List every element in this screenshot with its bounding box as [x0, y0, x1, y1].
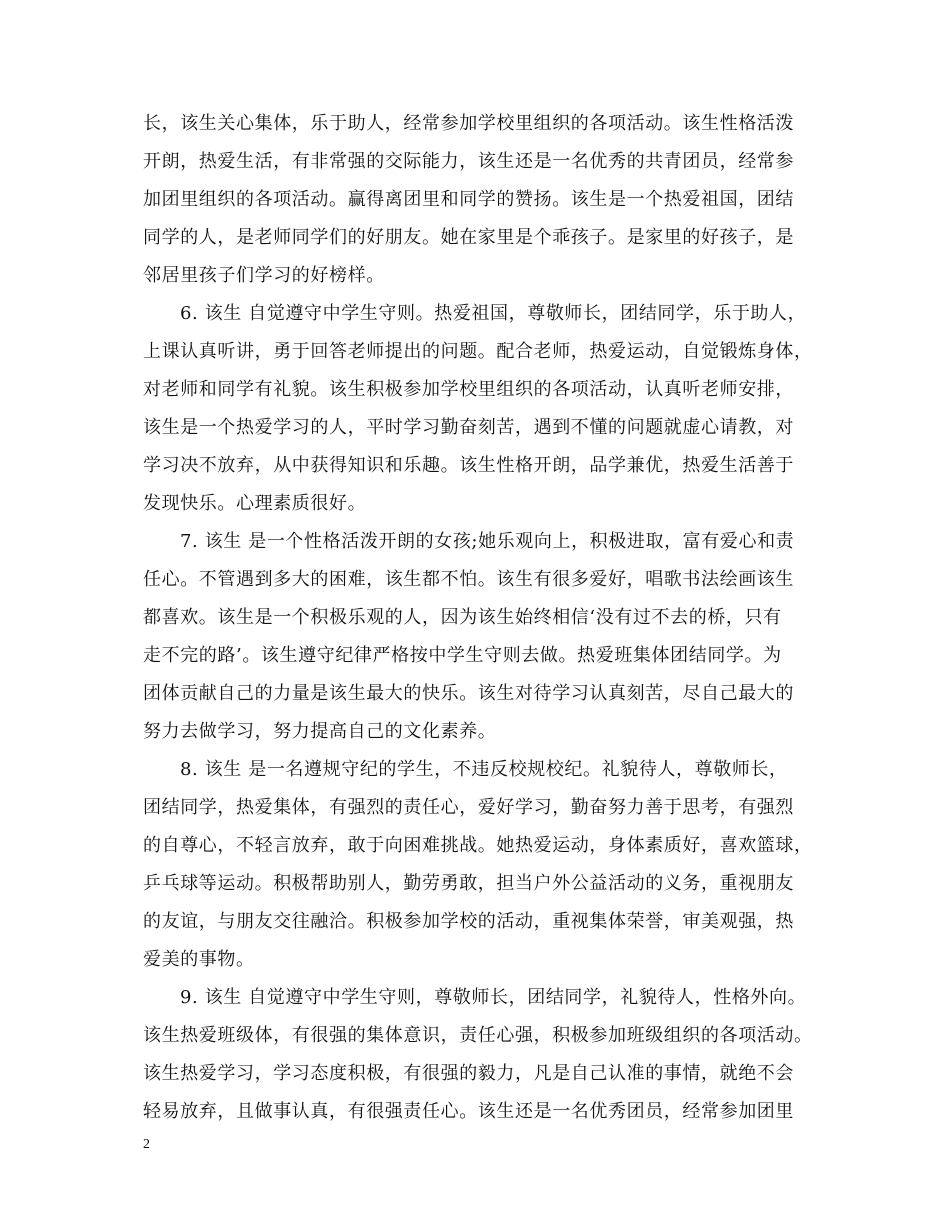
- text-line: 同学的人，是老师同学们的好朋友。她在家里是个乖孩子。是家里的好孩子，是: [143, 227, 794, 248]
- text-line: 团结同学，热爱集体，有强烈的责任心，爱好学习，勤奋努力善于思考，有强烈: [143, 797, 794, 818]
- text-line: 长，该生关心集体，乐于助人，经常参加学校里组织的各项活动。该生性格活泼: [143, 113, 794, 134]
- text-line: 发现快乐。心理素质很好。: [143, 493, 367, 514]
- text-line: 努力去做学习，努力提高自己的文化素养。: [143, 721, 497, 742]
- text-line: 开朗，热爱生活，有非常强的交际能力，该生还是一名优秀的共青团员，经常参: [143, 151, 794, 172]
- text-line: 7. 该生 是一个性格活泼开朗的女孩;她乐观向上，积极进取，富有爱心和责: [180, 531, 795, 552]
- text-line: 学习决不放弃，从中获得知识和乐趣。该生性格开朗，品学兼优，热爱生活善于: [143, 455, 794, 476]
- text-line: 邻居里孩子们学习的好榜样。: [143, 265, 385, 286]
- text-line: 加团里组织的各项活动。赢得离团里和同学的赞扬。该生是一个热爱祖国，团结: [143, 189, 794, 210]
- text-line: 的自尊心，不轻言放弃，敢于向困难挑战。她热爱运动，身体素质好，喜欢篮球，: [143, 835, 813, 856]
- text-line: 6. 该生 自觉遵守中学生守则。热爱祖国，尊敬师长，团结同学，乐于助人，: [180, 303, 807, 324]
- text-line: 乒乓球等运动。积极帮助别人，勤劳勇敢，担当户外公益活动的义务，重视朋友: [143, 873, 794, 894]
- text-line: 该生热爱班级体，有很强的集体意识，责任心强，积极参加班级组织的各项活动。: [143, 1025, 813, 1046]
- text-line: 8. 该生 是一名遵规守纪的学生，不违反校规校纪。礼貌待人，尊敬师长，: [180, 759, 788, 780]
- text-line: 对老师和同学有礼貌。该生积极参加学校里组织的各项活动，认真听老师安排，: [143, 379, 794, 400]
- text-line: 该生是一个热爱学习的人，平时学习勤奋刻苦，遇到不懂的问题就虚心请教，对: [143, 417, 794, 438]
- text-line: 轻易放弃，且做事认真，有很强责任心。该生还是一名优秀团员，经常参加团里: [143, 1101, 794, 1122]
- text-line: 任心。不管遇到多大的困难，该生都不怕。该生有很多爱好，唱歌书法绘画该生: [143, 569, 794, 590]
- text-line: 爱美的事物。: [143, 949, 255, 970]
- text-line: 该生热爱学习，学习态度积极，有很强的毅力，凡是自己认准的事情，就绝不会: [143, 1063, 794, 1084]
- text-line: 上课认真听讲，勇于回答老师提出的问题。配合老师，热爱运动，自觉锻炼身体，: [143, 341, 813, 362]
- text-line: 走不完的路’。该生遵守纪律严格按中学生守则去做。热爱班集体团结同学。为: [143, 645, 782, 666]
- text-line: 的友谊，与朋友交往融洽。积极参加学校的活动，重视集体荣誉，审美观强，热: [143, 911, 794, 932]
- text-line: 都喜欢。该生是一个积极乐观的人，因为该生始终相信‘没有过不去的桥，只有: [143, 607, 782, 628]
- page-number: 2: [143, 1137, 150, 1152]
- text-line: 9. 该生 自觉遵守中学生守则，尊敬师长，团结同学，礼貌待人，性格外向。: [180, 987, 807, 1008]
- text-line: 团体贡献自己的力量是该生最大的快乐。该生对待学习认真刻苦，尽自己最大的: [143, 683, 794, 704]
